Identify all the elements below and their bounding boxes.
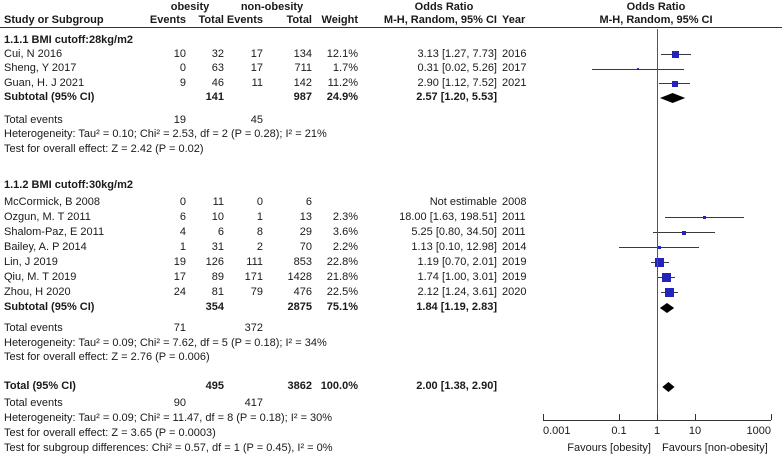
- study-row-events-obesity: 9: [179, 76, 186, 89]
- study-row-year: 2020: [502, 285, 527, 298]
- study-row-weight: 21.8%: [326, 270, 358, 283]
- x-axis-tick-label: 0.1: [611, 425, 627, 437]
- study-row-weight: 2.2%: [332, 240, 358, 253]
- study-row-or-ci: 2.90 [1.12, 7.52]: [417, 76, 497, 89]
- total-events-row-events-obesity: 19: [173, 113, 186, 126]
- column-header-study: Study or Subgroup: [4, 14, 104, 26]
- x-axis-tick: [543, 414, 544, 420]
- effect-square: [662, 273, 671, 282]
- study-row-events-obesity: 6: [179, 210, 186, 223]
- study-row-weight: 22.8%: [326, 255, 358, 268]
- study-row-total-non-obesity: 853: [293, 255, 312, 268]
- heterogeneity-note: Heterogeneity: Tau² = 0.09; Chi² = 7.62, df = 5 (P = 0.18); I² = 34%: [4, 336, 327, 349]
- effect-square: [637, 68, 639, 70]
- effect-square: [672, 51, 679, 58]
- study-row-label: Zhou, H 2020: [4, 285, 71, 298]
- subgroup-differences-note: Test for subgroup differences: Chi² = 0.57, df = 1 (P = 0.45), I² = 0%: [4, 441, 333, 454]
- study-row-label: Lin, J 2019: [4, 255, 58, 268]
- study-row-events-obesity: 1: [179, 240, 186, 253]
- study-row-events-obesity: 24: [173, 285, 186, 298]
- study-row-events-obesity: 17: [173, 270, 186, 283]
- study-row-weight: 11.2%: [327, 76, 358, 89]
- heterogeneity-note: Heterogeneity: Tau² = 0.09; Chi² = 11.47, df = 8 (P = 0.18); I² = 30%: [4, 411, 333, 424]
- study-row-events-non-obesity: 111: [246, 255, 263, 268]
- x-axis-tick-label: 10: [688, 425, 702, 437]
- x-axis-tick-label: 1000: [746, 425, 771, 437]
- subtotal-row-total-obesity: 354: [205, 300, 224, 313]
- study-row-events-non-obesity: 1: [256, 210, 263, 223]
- plot-title-odds-ratio: Odds Ratio: [626, 1, 686, 13]
- study-row-total-obesity: 11: [212, 195, 224, 208]
- total-events-row-events-non-obesity: 45: [250, 113, 263, 126]
- subtotal-row-label: Subtotal (95% CI): [4, 300, 95, 313]
- study-row-year: 2019: [502, 255, 527, 268]
- total-events-row-events-obesity: 90: [173, 396, 186, 409]
- study-row-label: McCormick, B 2008: [4, 195, 100, 208]
- total-row-total-non-obesity: 3862: [287, 379, 312, 392]
- heterogeneity-note: Heterogeneity: Tau² = 0.10; Chi² = 2.53, df = 2 (P = 0.28); I² = 21%: [4, 128, 327, 140]
- study-row-events-obesity: 0: [179, 62, 186, 74]
- favours-left-caption: Favours [obesity]: [567, 442, 651, 454]
- study-row-or-ci: 1.74 [1.00, 3.01]: [417, 270, 497, 283]
- study-row-year: 2014: [502, 240, 527, 253]
- study-row-total-obesity: 89: [211, 270, 224, 283]
- study-row-weight: 1.7%: [332, 62, 358, 74]
- total-row-weight: 100.0%: [320, 379, 358, 392]
- column-header-weight: Weight: [321, 14, 358, 26]
- study-row-or-ci: Not estimable: [429, 195, 497, 208]
- study-row-or-ci: 2.12 [1.24, 3.61]: [417, 285, 497, 298]
- column-header-year: Year: [502, 14, 526, 26]
- total-row-or-ci: 2.00 [1.38, 2.90]: [416, 379, 497, 392]
- effect-square: [703, 216, 706, 219]
- x-axis-tick: [695, 414, 696, 420]
- study-row-or-ci: 3.13 [1.27, 7.73]: [417, 47, 497, 60]
- pooled-diamond: [660, 303, 674, 313]
- subtotal-row-label: Subtotal (95% CI): [4, 91, 95, 103]
- total-events-row-label: Total events: [4, 113, 63, 126]
- column-group-non-obesity: non-obesity: [240, 1, 304, 13]
- column-header-events-obesity: Events: [149, 14, 186, 26]
- study-row-label: Sheng, Y 2017: [4, 62, 77, 74]
- study-row-year: 2016: [502, 47, 527, 60]
- study-row-total-non-obesity: 476: [293, 285, 312, 298]
- study-row-label: Ozgun, M. T 2011: [4, 210, 91, 223]
- effect-square: [672, 81, 678, 87]
- study-row-events-non-obesity: 8: [256, 225, 263, 238]
- x-axis-tick: [619, 414, 620, 420]
- study-row-total-obesity: 6: [217, 225, 224, 238]
- x-axis-tick: [771, 414, 772, 420]
- x-axis-tick-label: 1: [653, 425, 661, 437]
- study-row-total-obesity: 81: [211, 285, 224, 298]
- study-row-events-non-obesity: 79: [250, 285, 263, 298]
- overall-effect-note: Test for overall effect: Z = 2.76 (P = 0.006): [4, 351, 210, 363]
- effect-square: [665, 288, 674, 297]
- x-axis-line: [543, 420, 771, 421]
- study-row-total-non-obesity: 134: [293, 47, 312, 60]
- total-events-row-label: Total events: [4, 396, 63, 409]
- study-row-year: 2019: [502, 270, 527, 283]
- subgroup-title: 1.1.2 BMI cutoff:30kg/m2: [4, 178, 133, 191]
- subgroup-title: 1.1.1 BMI cutoff:28kg/m2: [4, 33, 133, 46]
- effect-square: [682, 231, 686, 235]
- subtotal-row-weight: 75.1%: [326, 300, 358, 313]
- study-row-total-obesity: 63: [211, 62, 224, 74]
- column-group-obesity: obesity: [170, 1, 210, 13]
- study-row-events-non-obesity: 11: [251, 76, 263, 89]
- study-row-total-non-obesity: 1428: [287, 270, 312, 283]
- total-row-label: Total (95% CI): [4, 379, 76, 392]
- study-row-or-ci: 5.25 [0.80, 34.50]: [411, 225, 497, 238]
- column-header-mh-ci: M-H, Random, 95% CI: [383, 14, 497, 26]
- total-events-row-events-non-obesity: 372: [244, 321, 263, 334]
- study-row-weight: 2.3%: [332, 210, 358, 223]
- pooled-diamond: [662, 382, 674, 392]
- overall-effect-note: Test for overall effect: Z = 2.42 (P = 0.02): [4, 142, 204, 155]
- study-row-label: Qiu, M. T 2019: [4, 270, 77, 283]
- study-row-total-non-obesity: 70: [299, 240, 312, 253]
- column-header-events-non-obesity: Events: [226, 14, 263, 26]
- study-row-year: 2021: [502, 76, 527, 89]
- study-row-or-ci: 0.31 [0.02, 5.26]: [417, 62, 497, 74]
- subtotal-row-or-ci: 2.57 [1.20, 5.53]: [416, 91, 497, 103]
- study-row-or-ci: 1.19 [0.70, 2.01]: [417, 255, 497, 268]
- subtotal-row-total-non-obesity: 987: [293, 91, 312, 103]
- study-row-year: 2008: [502, 195, 527, 208]
- overall-effect-note: Test for overall effect: Z = 3.65 (P = 0.0003): [4, 426, 216, 439]
- study-row-total-obesity: 31: [211, 240, 224, 253]
- study-row-label: Cui, N 2016: [4, 47, 63, 60]
- study-row-events-non-obesity: 2: [256, 240, 263, 253]
- study-row-events-non-obesity: 171: [244, 270, 263, 283]
- study-row-total-obesity: 126: [205, 255, 224, 268]
- column-header-total-non-obesity: Total: [286, 14, 312, 26]
- total-events-row-label: Total events: [4, 321, 63, 334]
- x-axis-tick: [657, 414, 658, 420]
- subtotal-row-or-ci: 1.84 [1.19, 2.83]: [416, 300, 497, 313]
- study-row-total-non-obesity: 13: [299, 210, 312, 223]
- study-row-weight: 12.1%: [326, 47, 358, 60]
- pooled-diamond: [660, 93, 685, 103]
- study-row-total-non-obesity: 142: [293, 76, 312, 89]
- study-row-total-obesity: 10: [211, 210, 224, 223]
- study-row-year: 2011: [502, 210, 526, 223]
- total-events-row-events-obesity: 71: [173, 321, 186, 334]
- total-row-total-obesity: 495: [205, 379, 224, 392]
- study-row-events-non-obesity: 17: [250, 62, 263, 74]
- study-row-label: Shalom-Paz, E 2011: [4, 225, 105, 238]
- plot-title-mh-ci: M-H, Random, 95% CI: [599, 14, 713, 26]
- subtotal-row-total-obesity: 141: [205, 91, 224, 103]
- study-row-label: Guan, H. J 2021: [4, 76, 85, 89]
- study-row-events-obesity: 0: [179, 195, 186, 208]
- subtotal-row-total-non-obesity: 2875: [287, 300, 312, 313]
- study-row-weight: 3.6%: [332, 225, 358, 238]
- column-group-odds-ratio: Odds Ratio: [414, 1, 474, 13]
- study-row-year: 2011: [502, 225, 526, 238]
- study-row-total-obesity: 46: [211, 76, 224, 89]
- study-row-total-non-obesity: 6: [305, 195, 312, 208]
- header-divider: [0, 27, 782, 28]
- study-row-weight: 22.5%: [326, 285, 358, 298]
- x-axis-tick-label: 0.001: [543, 425, 571, 437]
- study-row-year: 2017: [502, 62, 527, 74]
- study-row-or-ci: 1.13 [0.10, 12.98]: [411, 240, 497, 253]
- no-effect-line: [657, 29, 658, 420]
- favours-right-caption: Favours [non-obesity]: [662, 442, 768, 454]
- subtotal-row-weight: 24.9%: [326, 91, 358, 103]
- study-row-events-obesity: 19: [173, 255, 186, 268]
- study-row-or-ci: 18.00 [1.63, 198.51]: [399, 210, 497, 223]
- study-row-events-non-obesity: 0: [256, 195, 263, 208]
- study-row-total-non-obesity: 29: [299, 225, 312, 238]
- study-row-total-obesity: 32: [211, 47, 224, 60]
- column-header-total-obesity: Total: [198, 14, 224, 26]
- study-row-label: Bailey, A. P 2014: [4, 240, 87, 253]
- total-events-row-events-non-obesity: 417: [244, 396, 263, 409]
- study-row-total-non-obesity: 711: [294, 62, 312, 74]
- study-row-events-obesity: 4: [179, 225, 186, 238]
- study-row-events-obesity: 10: [173, 47, 186, 60]
- study-row-events-non-obesity: 17: [250, 47, 263, 60]
